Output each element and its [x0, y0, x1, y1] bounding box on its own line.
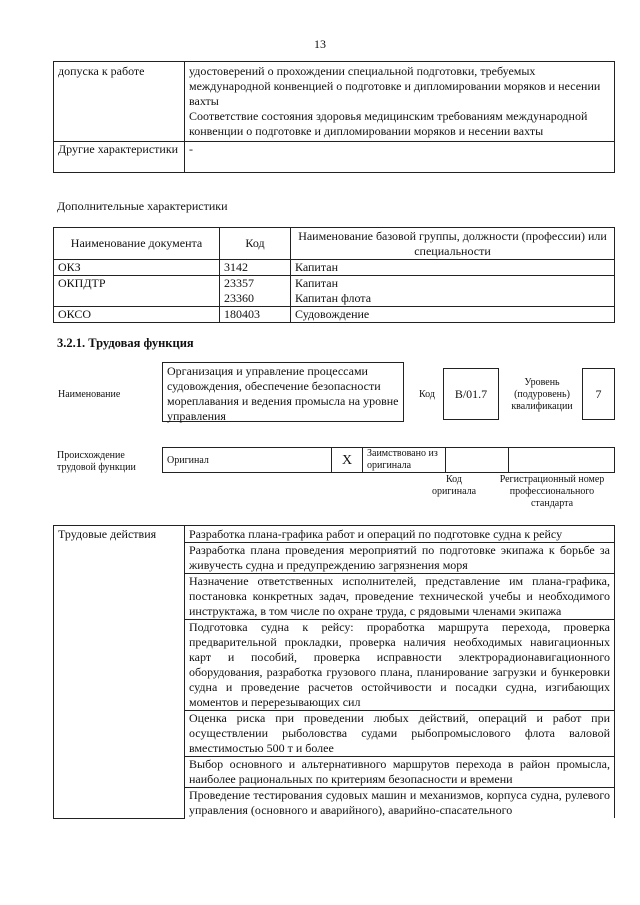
action-item: Разработка плана проведения мероприятий по подготовке экипажа к борьбе за живучесть судна и предупреждению загрязнения моря: [185, 543, 615, 574]
other-characteristics-value: -: [189, 142, 193, 156]
other-characteristics-label: Другие характеристики: [58, 142, 179, 156]
header-doc: Наименование документа: [54, 228, 220, 260]
origin-borrowed-cell: [363, 448, 446, 473]
origin-code-cell: [446, 448, 509, 473]
code-cell: 3142: [220, 260, 291, 276]
function-name-label: Наименование: [58, 389, 121, 400]
code-value: 23357: [224, 276, 254, 290]
function-level-box: [582, 368, 615, 420]
function-level-value: 7: [595, 387, 602, 401]
doc-cell: ОКПДТР: [54, 276, 220, 307]
origin-original-cell: [163, 448, 332, 473]
function-level-label: Уровень (подуровень) квалификации: [511, 377, 573, 412]
name-value: Капитан флота: [295, 291, 372, 305]
name-value: Капитан: [295, 276, 338, 290]
origin-code-caption: Код оригинала: [431, 474, 477, 497]
admission-text-2: Соответствие состояния здоровья медицинским требованиям международной конвенции о подготовке и дипломировании моряков и несении вахты: [189, 109, 588, 138]
function-name-value: Организация и управление процессами судовождения, обеспечение безопасности мореплавания и ведения промысла на уровне управления: [167, 364, 399, 423]
code-cell: 180403: [220, 307, 291, 323]
origin-reg-caption: Регистрационный номер профессионального стандарта: [499, 474, 605, 509]
name-cell: [291, 276, 615, 307]
table-row: [54, 260, 615, 276]
origin-mark-cell: [332, 448, 363, 473]
origin-table: [162, 447, 615, 473]
function-name-box: [162, 362, 404, 422]
function-code-label: Код: [419, 389, 435, 400]
additional-title: Дополнительные характеристики: [57, 199, 228, 213]
action-item: Проведение тестирования судовых машин и механизмов, корпуса судна, рулевого управления (основного и аварийного), аварийно-спасательного: [185, 788, 615, 819]
origin-borrowed-label: Заимствовано из оригинала: [367, 448, 438, 471]
table-row: [54, 307, 615, 323]
origin-reg-cell: [509, 448, 615, 473]
action-item: Выбор основного и альтернативного маршрутов перехода в район промысла, наиболее рациональных по критериям безопасности и времени: [185, 757, 615, 788]
doc-cell: ОКСО: [54, 307, 220, 323]
origin-label: Происхождение трудовой функции: [57, 450, 136, 473]
header-name: Наименование базовой группы, должности (профессии) или специальности: [291, 228, 615, 260]
other-characteristics-value-cell: [185, 142, 615, 173]
actions-label: Трудовые действия: [58, 527, 157, 541]
action-item: Разработка плана-графика работ и операций по подготовке судна к рейсу: [185, 526, 615, 543]
admission-label: допуска к работе: [58, 64, 145, 78]
code-cell: [220, 276, 291, 307]
actions-label-cell: [54, 526, 185, 819]
action-item: Оценка риска при проведении любых действий, операций и работ при осуществлении рыболовства судами рыбопромыслового флота валовой вместимостью 500 т и более: [185, 711, 615, 757]
function-code-box: [443, 368, 499, 420]
top-table: [53, 61, 615, 173]
name-cell: Судовождение: [291, 307, 615, 323]
page-number: 13: [314, 37, 326, 51]
name-cell: Капитан: [291, 260, 615, 276]
origin-original-label: Оригинал: [167, 454, 209, 466]
action-item: Подготовка судна к рейсу: проработка маршрута перехода, проверка предварительной прокладки, проверка наличия необходимых навигационных карт и пособий, проверка исправности электрорадионавигационного оборудования, разработка грузового плана, планирование загрузки и бункеровки судна и проведение расчетов остойчивости и посадки судна, изгибающих моментов и перерезывающих сил: [185, 620, 615, 711]
doc-cell: ОКЗ: [54, 260, 220, 276]
other-characteristics-label-cell: [54, 142, 185, 173]
action-item: Назначение ответственных исполнителей, представление им плана-графика, постановка конкретных задач, проведение технической учебы и необходимого инструктажа, в том числе по охране труда, с рядовыми членами экипажа: [185, 574, 615, 620]
origin-mark: X: [341, 452, 353, 468]
admission-text-cell: [185, 62, 615, 142]
function-heading: 3.2.1. Трудовая функция: [57, 336, 194, 350]
function-code-value: B/01.7: [454, 387, 488, 401]
additional-table: [53, 227, 615, 323]
table-row: [54, 276, 615, 307]
actions-table: [53, 525, 615, 819]
admission-label-cell: [54, 62, 185, 142]
header-code: Код: [220, 228, 291, 260]
code-value: 23360: [224, 291, 254, 305]
admission-text-1: удостоверений о прохождении специальной подготовки, требуемых международной конвенцией о подготовке и дипломировании моряков и несении вахты: [189, 64, 601, 108]
